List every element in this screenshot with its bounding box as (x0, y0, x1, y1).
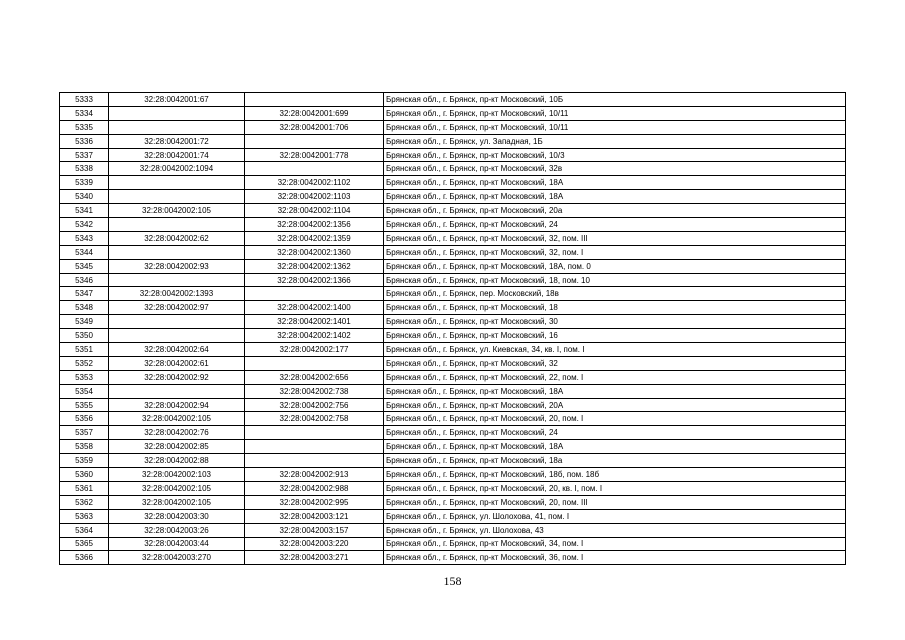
land-cadastral-number-cell: 32:28:0042003:270 (109, 551, 245, 565)
parcel-table (59, 92, 846, 565)
table-row (60, 384, 846, 398)
address-cell: Брянская обл., г. Брянск, пр-кт Московский, 18А (384, 440, 846, 454)
table-row (60, 440, 846, 454)
land-cadastral-number-cell: 32:28:0042001:67 (109, 93, 245, 107)
building-cadastral-number-cell: 32:28:0042002:1359 (245, 231, 384, 245)
row-number-cell: 5359 (60, 454, 109, 468)
table-row (60, 259, 846, 273)
building-cadastral-number-cell: 32:28:0042003:121 (245, 509, 384, 523)
building-cadastral-number-cell: 32:28:0042002:1402 (245, 329, 384, 343)
building-cadastral-number-cell: 32:28:0042002:1362 (245, 259, 384, 273)
row-number-cell: 5364 (60, 523, 109, 537)
table-row (60, 245, 846, 259)
building-cadastral-number-cell: 32:28:0042002:756 (245, 398, 384, 412)
row-number-cell: 5339 (60, 176, 109, 190)
row-number-cell: 5343 (60, 231, 109, 245)
land-cadastral-number-cell: 32:28:0042001:72 (109, 134, 245, 148)
land-cadastral-number-cell (109, 190, 245, 204)
table-row (60, 343, 846, 357)
table-row (60, 495, 846, 509)
address-cell: Брянская обл., г. Брянск, пр-кт Московский, 32, пом. III (384, 231, 846, 245)
table-row (60, 329, 846, 343)
row-number-cell: 5357 (60, 426, 109, 440)
address-cell: Брянская обл., г. Брянск, пр-кт Московский, 16 (384, 329, 846, 343)
row-number-cell: 5366 (60, 551, 109, 565)
building-cadastral-number-cell (245, 454, 384, 468)
table-body (60, 93, 846, 565)
building-cadastral-number-cell: 32:28:0042002:913 (245, 468, 384, 482)
address-cell: Брянская обл., г. Брянск, пр-кт Московский, 10/11 (384, 120, 846, 134)
land-cadastral-number-cell: 32:28:0042002:105 (109, 204, 245, 218)
land-cadastral-number-cell (109, 384, 245, 398)
address-cell: Брянская обл., г. Брянск, пр-кт Московский, 20, кв. I, пом. I (384, 481, 846, 495)
land-cadastral-number-cell: 32:28:0042002:105 (109, 481, 245, 495)
table-row (60, 315, 846, 329)
row-number-cell: 5342 (60, 218, 109, 232)
row-number-cell: 5353 (60, 370, 109, 384)
address-cell: Брянская обл., г. Брянск, пр-кт Московский, 18А (384, 384, 846, 398)
row-number-cell: 5345 (60, 259, 109, 273)
building-cadastral-number-cell: 32:28:0042002:177 (245, 343, 384, 357)
address-cell: Брянская обл., г. Брянск, пр-кт Московский, 32в (384, 162, 846, 176)
row-number-cell: 5338 (60, 162, 109, 176)
row-number-cell: 5350 (60, 329, 109, 343)
table-row (60, 509, 846, 523)
building-cadastral-number-cell (245, 134, 384, 148)
address-cell: Брянская обл., г. Брянск, пр-кт Московский, 10/11 (384, 106, 846, 120)
land-cadastral-number-cell: 32:28:0042002:93 (109, 259, 245, 273)
table-row (60, 120, 846, 134)
address-cell: Брянская обл., г. Брянск, пр-кт Московский, 32 (384, 356, 846, 370)
building-cadastral-number-cell: 32:28:0042002:1103 (245, 190, 384, 204)
land-cadastral-number-cell: 32:28:0042002:61 (109, 356, 245, 370)
address-cell: Брянская обл., г. Брянск, пр-кт Московский, 18А, пом. 0 (384, 259, 846, 273)
table-row (60, 93, 846, 107)
row-number-cell: 5348 (60, 301, 109, 315)
building-cadastral-number-cell: 32:28:0042002:656 (245, 370, 384, 384)
row-number-cell: 5358 (60, 440, 109, 454)
table-row (60, 537, 846, 551)
row-number-cell: 5361 (60, 481, 109, 495)
row-number-cell: 5347 (60, 287, 109, 301)
building-cadastral-number-cell: 32:28:0042002:1401 (245, 315, 384, 329)
table-row (60, 218, 846, 232)
table-row (60, 273, 846, 287)
building-cadastral-number-cell (245, 287, 384, 301)
table-row (60, 398, 846, 412)
address-cell: Брянская обл., г. Брянск, пр-кт Московский, 18А (384, 176, 846, 190)
address-cell: Брянская обл., г. Брянск, пр-кт Московский, 10/3 (384, 148, 846, 162)
address-cell: Брянская обл., г. Брянск, ул. Западная, 1Б (384, 134, 846, 148)
address-cell: Брянская обл., г. Брянск, пр-кт Московский, 30 (384, 315, 846, 329)
land-cadastral-number-cell: 32:28:0042002:64 (109, 343, 245, 357)
address-cell: Брянская обл., г. Брянск, пр-кт Московский, 20, пом. I (384, 412, 846, 426)
land-cadastral-number-cell: 32:28:0042001:74 (109, 148, 245, 162)
row-number-cell: 5351 (60, 343, 109, 357)
row-number-cell: 5337 (60, 148, 109, 162)
row-number-cell: 5336 (60, 134, 109, 148)
row-number-cell: 5354 (60, 384, 109, 398)
table-row (60, 301, 846, 315)
address-cell: Брянская обл., г. Брянск, пр-кт Московский, 10Б (384, 93, 846, 107)
row-number-cell: 5341 (60, 204, 109, 218)
building-cadastral-number-cell: 32:28:0042002:1360 (245, 245, 384, 259)
table-row (60, 176, 846, 190)
row-number-cell: 5365 (60, 537, 109, 551)
land-cadastral-number-cell: 32:28:0042002:94 (109, 398, 245, 412)
land-cadastral-number-cell: 32:28:0042003:44 (109, 537, 245, 551)
address-cell: Брянская обл., г. Брянск, пр-кт Московский, 18а (384, 454, 846, 468)
land-cadastral-number-cell: 32:28:0042002:105 (109, 495, 245, 509)
table-row (60, 523, 846, 537)
building-cadastral-number-cell: 32:28:0042002:995 (245, 495, 384, 509)
building-cadastral-number-cell: 32:28:0042002:988 (245, 481, 384, 495)
row-number-cell: 5344 (60, 245, 109, 259)
building-cadastral-number-cell: 32:28:0042002:758 (245, 412, 384, 426)
building-cadastral-number-cell: 32:28:0042001:706 (245, 120, 384, 134)
row-number-cell: 5333 (60, 93, 109, 107)
building-cadastral-number-cell (245, 93, 384, 107)
land-cadastral-number-cell (109, 218, 245, 232)
table-row (60, 426, 846, 440)
table-row (60, 454, 846, 468)
address-cell: Брянская обл., г. Брянск, пр-кт Московский, 18, пом. 10 (384, 273, 846, 287)
address-cell: Брянская обл., г. Брянск, пр-кт Московский, 18А (384, 190, 846, 204)
building-cadastral-number-cell: 32:28:0042002:1104 (245, 204, 384, 218)
table-row (60, 412, 846, 426)
row-number-cell: 5349 (60, 315, 109, 329)
table-row (60, 204, 846, 218)
row-number-cell: 5355 (60, 398, 109, 412)
land-cadastral-number-cell (109, 120, 245, 134)
table-row (60, 106, 846, 120)
address-cell: Брянская обл., г. Брянск, ул. Шолохова, 41, пом. I (384, 509, 846, 523)
land-cadastral-number-cell (109, 176, 245, 190)
row-number-cell: 5356 (60, 412, 109, 426)
building-cadastral-number-cell: 32:28:0042001:778 (245, 148, 384, 162)
table-row (60, 162, 846, 176)
address-cell: Брянская обл., г. Брянск, ул. Киевская, 34, кв. I, пом. I (384, 343, 846, 357)
row-number-cell: 5352 (60, 356, 109, 370)
land-cadastral-number-cell: 32:28:0042003:30 (109, 509, 245, 523)
land-cadastral-number-cell: 32:28:0042002:97 (109, 301, 245, 315)
land-cadastral-number-cell: 32:28:0042002:76 (109, 426, 245, 440)
row-number-cell: 5362 (60, 495, 109, 509)
land-cadastral-number-cell: 32:28:0042002:85 (109, 440, 245, 454)
land-cadastral-number-cell: 32:28:0042002:88 (109, 454, 245, 468)
row-number-cell: 5340 (60, 190, 109, 204)
land-cadastral-number-cell (109, 245, 245, 259)
land-cadastral-number-cell (109, 106, 245, 120)
building-cadastral-number-cell (245, 440, 384, 454)
building-cadastral-number-cell: 32:28:0042002:1102 (245, 176, 384, 190)
address-cell: Брянская обл., г. Брянск, пр-кт Московский, 32, пом. I (384, 245, 846, 259)
page-number: 158 (443, 574, 462, 588)
row-number-cell: 5360 (60, 468, 109, 482)
row-number-cell: 5335 (60, 120, 109, 134)
building-cadastral-number-cell: 32:28:0042002:1356 (245, 218, 384, 232)
address-cell: Брянская обл., г. Брянск, пер. Московский, 18в (384, 287, 846, 301)
address-cell: Брянская обл., г. Брянск, пр-кт Московский, 24 (384, 426, 846, 440)
table-row (60, 190, 846, 204)
address-cell: Брянская обл., г. Брянск, пр-кт Московский, 34, пом. I (384, 537, 846, 551)
address-cell: Брянская обл., г. Брянск, пр-кт Московский, 24 (384, 218, 846, 232)
address-cell: Брянская обл., г. Брянск, пр-кт Московский, 36, пом. I (384, 551, 846, 565)
building-cadastral-number-cell: 32:28:0042002:1366 (245, 273, 384, 287)
table-row (60, 468, 846, 482)
table-row (60, 551, 846, 565)
land-cadastral-number-cell: 32:28:0042002:62 (109, 231, 245, 245)
land-cadastral-number-cell (109, 273, 245, 287)
table-row (60, 287, 846, 301)
building-cadastral-number-cell: 32:28:0042001:699 (245, 106, 384, 120)
address-cell: Брянская обл., г. Брянск, пр-кт Московский, 20А (384, 398, 846, 412)
address-cell: Брянская обл., г. Брянск, пр-кт Московский, 18 (384, 301, 846, 315)
land-cadastral-number-cell: 32:28:0042003:26 (109, 523, 245, 537)
land-cadastral-number-cell: 32:28:0042002:103 (109, 468, 245, 482)
building-cadastral-number-cell: 32:28:0042003:157 (245, 523, 384, 537)
land-cadastral-number-cell (109, 315, 245, 329)
building-cadastral-number-cell: 32:28:0042003:271 (245, 551, 384, 565)
row-number-cell: 5363 (60, 509, 109, 523)
building-cadastral-number-cell: 32:28:0042002:738 (245, 384, 384, 398)
land-cadastral-number-cell: 32:28:0042002:105 (109, 412, 245, 426)
table-row (60, 231, 846, 245)
table-row (60, 481, 846, 495)
address-cell: Брянская обл., г. Брянск, пр-кт Московский, 18б, пом. 18б (384, 468, 846, 482)
land-cadastral-number-cell: 32:28:0042002:1094 (109, 162, 245, 176)
land-cadastral-number-cell (109, 329, 245, 343)
land-cadastral-number-cell: 32:28:0042002:92 (109, 370, 245, 384)
building-cadastral-number-cell: 32:28:0042003:220 (245, 537, 384, 551)
land-cadastral-number-cell: 32:28:0042002:1393 (109, 287, 245, 301)
table-row (60, 134, 846, 148)
building-cadastral-number-cell (245, 162, 384, 176)
row-number-cell: 5346 (60, 273, 109, 287)
address-cell: Брянская обл., г. Брянск, пр-кт Московский, 20а (384, 204, 846, 218)
table-row (60, 148, 846, 162)
building-cadastral-number-cell (245, 426, 384, 440)
row-number-cell: 5334 (60, 106, 109, 120)
table-row (60, 356, 846, 370)
building-cadastral-number-cell: 32:28:0042002:1400 (245, 301, 384, 315)
address-cell: Брянская обл., г. Брянск, пр-кт Московский, 22, пом. I (384, 370, 846, 384)
address-cell: Брянская обл., г. Брянск, пр-кт Московский, 20, пом. III (384, 495, 846, 509)
table-row (60, 370, 846, 384)
building-cadastral-number-cell (245, 356, 384, 370)
address-cell: Брянская обл., г. Брянск, ул. Шолохова, 43 (384, 523, 846, 537)
